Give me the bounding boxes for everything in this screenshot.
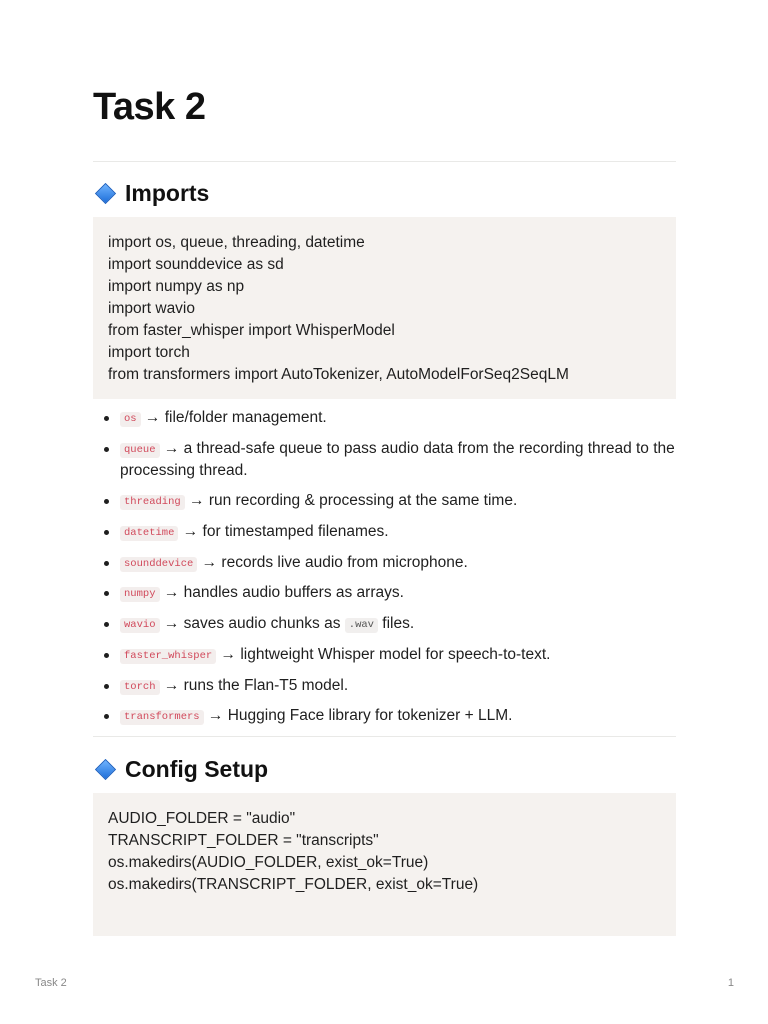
divider xyxy=(93,161,676,162)
section-heading-config xyxy=(93,756,268,783)
inline-code: numpy xyxy=(120,587,160,602)
blue-diamond-icon xyxy=(95,759,116,780)
list-item-text: → lightweight Whisper model for speech-to-text. xyxy=(216,645,551,663)
list-item xyxy=(93,582,676,604)
code-block-config[interactable] xyxy=(93,793,676,936)
code-line: os.makedirs(AUDIO_FOLDER, exist_ok=True) xyxy=(108,854,429,871)
code-line: AUDIO_FOLDER = "audio" xyxy=(108,810,296,827)
inline-code: transformers xyxy=(120,710,204,725)
inline-code: .wav xyxy=(345,618,378,633)
list-item-text: files. xyxy=(377,615,415,633)
code-line: import torch xyxy=(108,344,190,361)
footer-page-number: 1 xyxy=(727,977,734,989)
list-item xyxy=(93,705,676,727)
section-heading-label: Imports xyxy=(125,180,210,206)
imports-bullet-list xyxy=(93,407,676,736)
list-item-text: → Hugging Face library for tokenizer + LLM. xyxy=(203,707,513,725)
inline-code: torch xyxy=(120,680,160,695)
inline-code: wavio xyxy=(120,618,160,633)
list-item xyxy=(93,613,676,635)
list-item xyxy=(93,407,676,429)
inline-code: queue xyxy=(120,443,160,458)
code-line: import numpy as np xyxy=(108,278,245,295)
code-line: import wavio xyxy=(108,300,195,317)
list-item xyxy=(93,521,676,543)
inline-code: faster_whisper xyxy=(120,649,216,664)
section-heading-label: Config Setup xyxy=(125,756,269,782)
list-item xyxy=(93,438,676,482)
inline-code: os xyxy=(120,412,141,427)
list-item xyxy=(93,552,676,574)
code-line: import sounddevice as sd xyxy=(108,256,284,273)
code-block-imports[interactable] xyxy=(93,217,676,399)
code-line: from transformers import AutoTokenizer, AutoModelForSeq2SeqLM xyxy=(108,366,569,383)
code-line: os.makedirs(TRANSCRIPT_FOLDER, exist_ok=True) xyxy=(108,876,479,893)
section-heading-imports xyxy=(93,180,209,207)
footer-doc-title: Task 2 xyxy=(35,977,67,989)
list-item xyxy=(93,675,676,697)
list-item-text: → a thread-safe queue to pass audio data from the recording thread to the processing thread. xyxy=(120,439,675,479)
inline-code: sounddevice xyxy=(120,557,197,572)
list-item-text: → runs the Flan-T5 model. xyxy=(159,676,349,694)
blue-diamond-icon xyxy=(95,183,116,204)
list-item-text: → saves audio chunks as xyxy=(159,615,345,633)
divider xyxy=(93,736,676,737)
list-item-text: → for timestamped filenames. xyxy=(178,523,389,541)
list-item-text: → records live audio from microphone. xyxy=(197,553,468,571)
list-item xyxy=(93,644,676,666)
list-item-text: → handles audio buffers as arrays. xyxy=(159,584,404,602)
code-line: import os, queue, threading, datetime xyxy=(108,234,365,251)
list-item-text: → run recording & processing at the same time. xyxy=(184,492,518,510)
inline-code: datetime xyxy=(120,526,178,541)
list-item-text: → file/folder management. xyxy=(140,409,327,426)
code-line: from faster_whisper import WhisperModel xyxy=(108,322,395,339)
list-item xyxy=(93,490,676,512)
code-line: TRANSCRIPT_FOLDER = "transcripts" xyxy=(108,832,379,849)
inline-code: threading xyxy=(120,495,185,510)
page-title: Task 2 xyxy=(93,86,206,128)
